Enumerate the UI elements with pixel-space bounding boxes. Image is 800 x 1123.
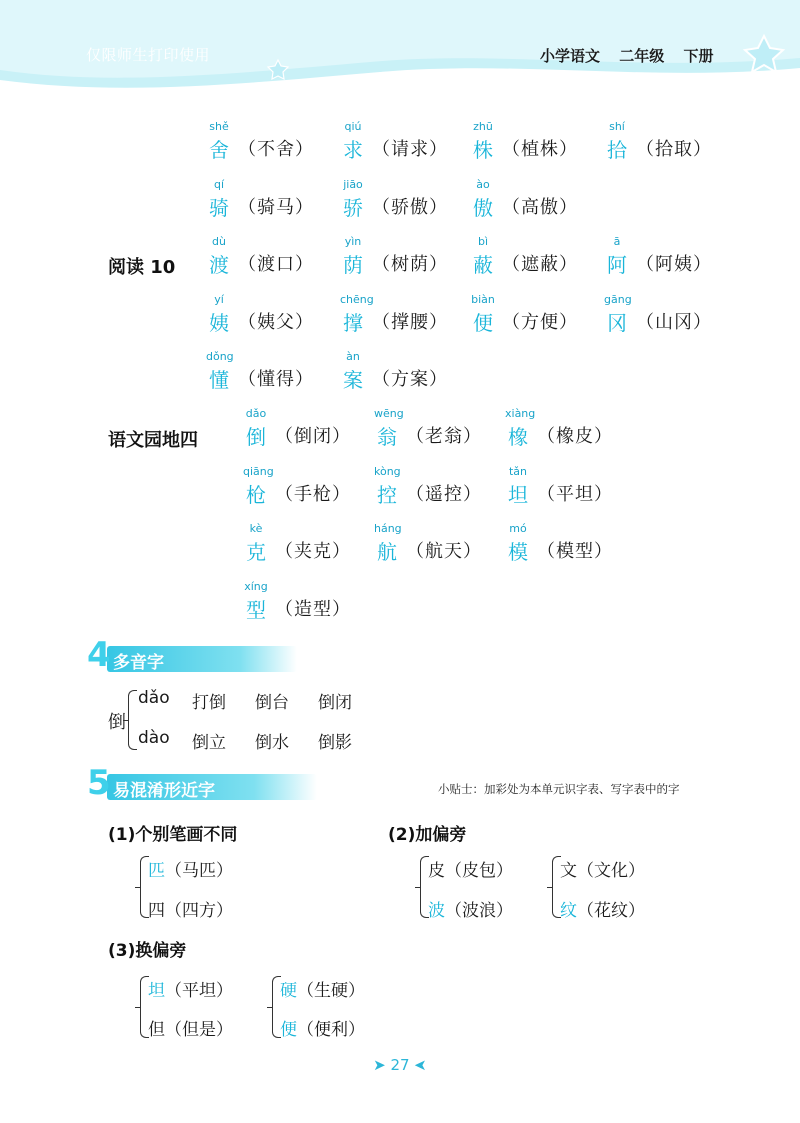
word: （树荫）	[372, 254, 448, 275]
char-pair-item	[148, 976, 233, 1001]
pinyin: kòng	[374, 464, 401, 478]
reading-pinyin: dào	[138, 728, 170, 748]
word: （姨父）	[238, 311, 314, 333]
example-word: （波浪）	[445, 901, 513, 921]
section-title: 易混淆形近字	[113, 781, 215, 801]
character: 翁	[377, 425, 397, 449]
pinyin: tǎn	[508, 464, 528, 478]
character: 枪	[246, 482, 266, 507]
highlight-char: 便	[280, 1020, 297, 1040]
highlight-char: 波	[428, 901, 445, 921]
word: （夹克）	[275, 541, 351, 562]
subject-label: 小学语文	[540, 47, 601, 65]
word: （植株）	[502, 139, 578, 160]
pinyin: qiāng	[243, 464, 274, 478]
pinyin: qiú	[344, 120, 362, 133]
char-pair-item	[428, 856, 513, 881]
pinyin: biàn	[471, 292, 495, 306]
page-number	[372, 1056, 428, 1074]
plain-char: 文	[560, 861, 577, 881]
word: （方案）	[372, 369, 448, 390]
character: 橡	[508, 425, 528, 449]
word: （渡口）	[238, 254, 314, 275]
character: 懂	[209, 368, 229, 392]
pinyin: àn	[346, 350, 360, 363]
word: （阿姨）	[636, 254, 712, 275]
char-pair-item	[148, 1015, 233, 1040]
char-pair-item	[280, 976, 365, 1001]
page-number-value: 27	[390, 1056, 410, 1074]
highlight-char: 硬	[280, 981, 297, 1001]
pinyin: ā	[613, 235, 621, 248]
word: （骑马）	[238, 196, 314, 218]
reading-word: 倒影	[318, 733, 352, 753]
highlight-char: 坦	[148, 981, 165, 1001]
character: 舍	[209, 138, 229, 162]
arrow-left-icon: ➤	[414, 1056, 427, 1074]
word: （老翁）	[406, 426, 482, 447]
plain-char: 四	[148, 901, 165, 921]
pinyin: xiàng	[505, 407, 536, 420]
subsection-title-1: (1)个别笔画不同	[108, 825, 238, 845]
highlight-char: 匹	[148, 861, 165, 881]
character: 骑	[209, 195, 229, 220]
character: 蔽	[473, 253, 493, 277]
example-word: （花纹）	[577, 901, 645, 921]
plain-char: 皮	[428, 861, 445, 881]
character: 型	[246, 597, 266, 622]
pinyin: ào	[476, 177, 490, 191]
word: （懂得）	[238, 369, 314, 390]
plain-char: 但	[148, 1020, 165, 1040]
reading-word: 倒立	[192, 733, 226, 753]
pinyin: gāng	[604, 292, 632, 306]
subsection-title-2: (2)加偏旁	[388, 825, 467, 845]
reading-word: 打倒	[192, 693, 226, 713]
character: 拾	[607, 138, 627, 162]
word: （造型）	[275, 598, 351, 620]
reading-word: 倒闭	[318, 693, 352, 713]
example-word: （生硬）	[297, 981, 365, 1001]
reading-word: 倒台	[255, 693, 289, 713]
pinyin: dǎo	[245, 407, 267, 420]
highlight-char: 纹	[560, 901, 577, 921]
character: 克	[246, 540, 266, 564]
arrow-right-icon: ➤	[373, 1056, 386, 1074]
example-word: （文化）	[577, 861, 645, 881]
word: （山冈）	[636, 311, 712, 333]
char-pair-item	[560, 856, 645, 881]
word: （航天）	[406, 541, 482, 562]
example-word: （皮包）	[445, 861, 513, 881]
pinyin: xíng	[244, 579, 268, 593]
pinyin: háng	[374, 522, 402, 535]
character: 案	[343, 368, 363, 392]
pinyin: shě	[209, 120, 229, 133]
pinyin: dǒng	[206, 350, 234, 363]
character: 傲	[473, 195, 493, 220]
pinyin: dù	[212, 235, 226, 248]
character: 姨	[209, 310, 229, 335]
pinyin: qí	[213, 177, 225, 191]
character: 冈	[607, 310, 627, 335]
word: （遮蔽）	[502, 254, 578, 275]
word: （拾取）	[636, 139, 712, 160]
pinyin: jiāo	[343, 177, 363, 191]
character: 航	[377, 540, 397, 564]
pinyin: shí	[609, 120, 625, 133]
character: 撑	[343, 310, 363, 335]
char-pair-item	[148, 896, 233, 921]
watermark-text: 仅限师生打印使用	[86, 46, 211, 64]
example-word: （平坦）	[165, 981, 233, 1001]
word: （手枪）	[275, 483, 351, 505]
character: 坦	[508, 482, 528, 507]
word: （请求）	[372, 139, 448, 160]
character: 便	[473, 310, 493, 335]
word: （遥控）	[406, 483, 482, 505]
pinyin: yí	[214, 292, 224, 306]
example-word: （四方）	[165, 901, 233, 921]
pinyin: mó	[509, 522, 527, 535]
char-pair-item	[148, 856, 233, 881]
character: 控	[377, 482, 397, 507]
character: 渡	[209, 253, 229, 277]
character: 倒	[246, 425, 266, 449]
polyphone-char: 倒	[108, 712, 126, 733]
tip-note: 小贴士：加彩处为本单元识字表、写字表中的字	[438, 782, 680, 796]
word: （模型）	[537, 541, 613, 562]
character: 模	[508, 540, 528, 564]
section-number: 4	[87, 635, 111, 675]
word: （方便）	[502, 311, 578, 333]
brace	[128, 690, 137, 750]
volume-label: 下册	[683, 47, 714, 65]
subsection-title-3: (3)换偏旁	[108, 941, 187, 961]
char-pair-item	[280, 1015, 365, 1040]
pinyin: wēng	[374, 407, 404, 420]
word: （橡皮）	[537, 426, 613, 447]
pinyin: yìn	[344, 235, 362, 248]
section-title: 多音字	[113, 653, 164, 673]
lesson-label-garden4: 语文园地四	[108, 430, 198, 451]
word: （平坦）	[537, 483, 613, 505]
character: 荫	[343, 253, 363, 277]
word: （骄傲）	[372, 196, 448, 218]
pinyin: bì	[477, 235, 489, 248]
reading-word: 倒水	[255, 733, 289, 753]
char-pair-item	[560, 896, 645, 921]
character: 株	[473, 138, 493, 162]
pinyin: zhū	[473, 120, 493, 133]
section-header-4	[87, 635, 307, 675]
char-pair-item	[428, 896, 513, 921]
pinyin: kè	[249, 522, 263, 535]
lesson-label-reading10: 阅读 10	[108, 257, 176, 278]
section-header-5	[87, 763, 327, 803]
word: （撑腰）	[372, 311, 448, 333]
book-info	[540, 45, 728, 66]
character: 骄	[343, 195, 363, 220]
character: 求	[343, 138, 363, 162]
example-word: （便利）	[297, 1020, 365, 1040]
word: （倒闭）	[275, 426, 351, 447]
section-number: 5	[87, 763, 111, 803]
example-word: （但是）	[165, 1020, 233, 1040]
character: 阿	[607, 253, 627, 277]
reading-pinyin: dǎo	[138, 688, 170, 708]
example-word: （马匹）	[165, 861, 233, 881]
word: （高傲）	[502, 196, 578, 218]
word: （不舍）	[238, 139, 314, 160]
grade-label: 二年级	[619, 47, 665, 65]
pinyin: chēng	[340, 292, 374, 306]
